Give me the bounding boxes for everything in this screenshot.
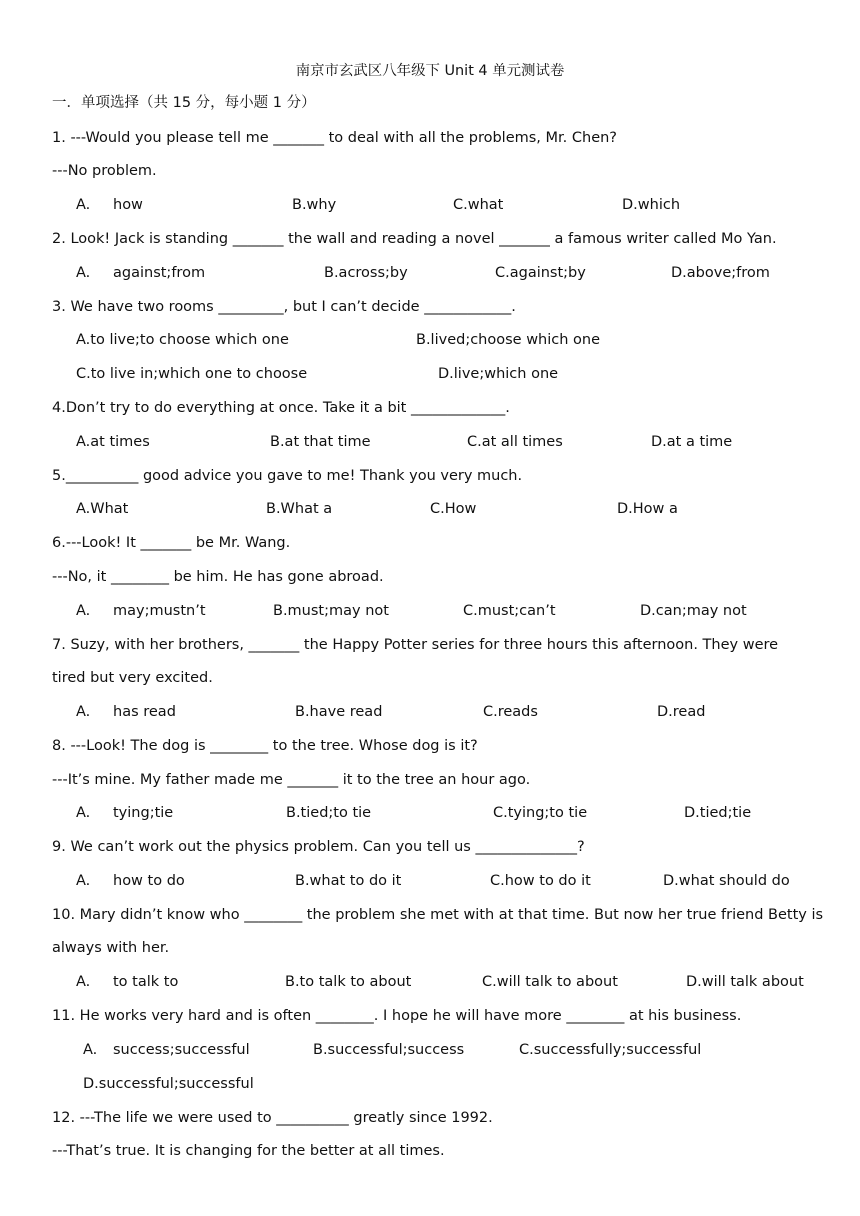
question-1-option-d[interactable]: D.which	[622, 197, 681, 213]
question-10-stem: 10. Mary didn’t know who ________ the problem she met with at that time. But now her true friend Betty is	[52, 907, 824, 923]
question-7-option-a-letter[interactable]: A.	[76, 704, 91, 720]
question-11-option-c[interactable]: C.successfully;successful	[519, 1042, 702, 1058]
question-8-option-a-letter[interactable]: A.	[76, 805, 91, 821]
question-2-stem: 2. Look! Jack is standing _______ the wall and reading a novel _______ a famous writer called Mo Yan.	[52, 231, 777, 247]
question-5-option-d[interactable]: D.How a	[617, 501, 678, 517]
question-10-option-d[interactable]: D.will talk about	[686, 974, 804, 990]
question-2-option-d[interactable]: D.above;from	[671, 265, 770, 281]
question-9-option-c[interactable]: C.how to do it	[490, 873, 591, 889]
question-3-option-c[interactable]: C.to live in;which one to choose	[76, 366, 308, 382]
question-4-option-d[interactable]: D.at a time	[651, 434, 733, 450]
question-9-option-a[interactable]: how to do	[113, 873, 185, 889]
question-10-option-b[interactable]: B.to talk to about	[285, 974, 412, 990]
question-5-stem: 5.__________ good advice you gave to me! Thank you very much.	[52, 468, 523, 484]
question-2-option-a-letter[interactable]: A.	[76, 265, 91, 281]
question-7-option-b[interactable]: B.have read	[295, 704, 383, 720]
section-heading: 一．单项选择（共 15 分，每小题 1 分）	[52, 95, 316, 111]
question-4-stem: 4.Don’t try to do everything at once. Take it a bit _____________.	[52, 400, 510, 416]
question-2-option-b[interactable]: B.across;by	[324, 265, 408, 281]
question-8-stem: 8. ---Look! The dog is ________ to the tree. Whose dog is it?	[52, 738, 478, 754]
question-7-option-c[interactable]: C.reads	[483, 704, 538, 720]
question-7-stem-line-2: tired but very excited.	[52, 670, 213, 686]
question-12-stem-line-2: ---That’s true. It is changing for the better at all times.	[52, 1143, 445, 1159]
question-9-option-b[interactable]: B.what to do it	[295, 873, 402, 889]
question-12-stem: 12. ---The life we were used to __________ greatly since 1992.	[52, 1110, 493, 1126]
question-8-option-b[interactable]: B.tied;to tie	[286, 805, 372, 821]
question-2-option-c[interactable]: C.against;by	[495, 265, 586, 281]
question-5-option-c[interactable]: C.How	[430, 501, 477, 517]
question-6-option-a[interactable]: may;mustn’t	[113, 603, 206, 619]
question-3-stem: 3. We have two rooms _________, but I can’t decide ____________.	[52, 299, 516, 315]
question-9-stem: 9. We can’t work out the physics problem. Can you tell us ______________?	[52, 839, 585, 855]
question-3-option-b[interactable]: B.lived;choose which one	[416, 332, 601, 348]
question-11-option-a[interactable]: success;successful	[113, 1042, 250, 1058]
question-3-option-d[interactable]: D.live;which one	[438, 366, 559, 382]
question-1-option-b[interactable]: B.why	[292, 197, 337, 213]
question-8-stem-line-2: ---It’s mine. My father made me _______ it to the tree an hour ago.	[52, 772, 531, 788]
question-4-option-b[interactable]: B.at that time	[270, 434, 371, 450]
question-1-option-a[interactable]: how	[113, 197, 143, 213]
question-10-stem-line-2: always with her.	[52, 940, 170, 956]
question-7-option-d[interactable]: D.read	[657, 704, 706, 720]
question-6-option-b[interactable]: B.must;may not	[273, 603, 389, 619]
question-10-option-c[interactable]: C.will talk to about	[482, 974, 618, 990]
question-11-stem: 11. He works very hard and is often ________. I hope he will have more ________ at his business.	[52, 1008, 742, 1024]
question-11-option-d[interactable]: D.successful;successful	[83, 1076, 254, 1092]
question-3-option-a[interactable]: A.to live;to choose which one	[76, 332, 289, 348]
question-5-option-a[interactable]: A.What	[76, 501, 129, 517]
question-1-option-a-letter[interactable]: A.	[76, 197, 91, 213]
question-10-option-a[interactable]: to talk to	[113, 974, 179, 990]
question-6-option-a-letter[interactable]: A.	[76, 603, 91, 619]
question-1-stem: 1. ---Would you please tell me _______ to deal with all the problems, Mr. Chen?	[52, 130, 617, 146]
question-9-option-d[interactable]: D.what should do	[663, 873, 790, 889]
question-11-option-b[interactable]: B.successful;success	[313, 1042, 465, 1058]
question-1-option-c[interactable]: C.what	[453, 197, 504, 213]
question-4-option-a[interactable]: A.at times	[76, 434, 150, 450]
question-11-option-a-letter[interactable]: A.	[83, 1042, 98, 1058]
question-6-option-d[interactable]: D.can;may not	[640, 603, 747, 619]
question-7-stem: 7. Suzy, with her brothers, _______ the Happy Potter series for three hours this afternoon. They were	[52, 637, 779, 653]
question-5-option-b[interactable]: B.What a	[266, 501, 333, 517]
question-8-option-a[interactable]: tying;tie	[113, 805, 174, 821]
question-8-option-c[interactable]: C.tying;to tie	[493, 805, 588, 821]
question-7-option-a[interactable]: has read	[113, 704, 176, 720]
question-2-option-a[interactable]: against;from	[113, 265, 206, 281]
question-1-stem-line-2: ---No problem.	[52, 163, 157, 179]
question-10-option-a-letter[interactable]: A.	[76, 974, 91, 990]
question-6-stem: 6.---Look! It _______ be Mr. Wang.	[52, 535, 291, 551]
question-6-stem-line-2: ---No, it ________ be him. He has gone abroad.	[52, 569, 384, 585]
question-9-option-a-letter[interactable]: A.	[76, 873, 91, 889]
page-title: 南京市玄武区八年级下 Unit 4 单元测试卷	[295, 63, 565, 79]
question-4-option-c[interactable]: C.at all times	[467, 434, 563, 450]
question-6-option-c[interactable]: C.must;can’t	[463, 603, 556, 619]
question-8-option-d[interactable]: D.tied;tie	[684, 805, 752, 821]
